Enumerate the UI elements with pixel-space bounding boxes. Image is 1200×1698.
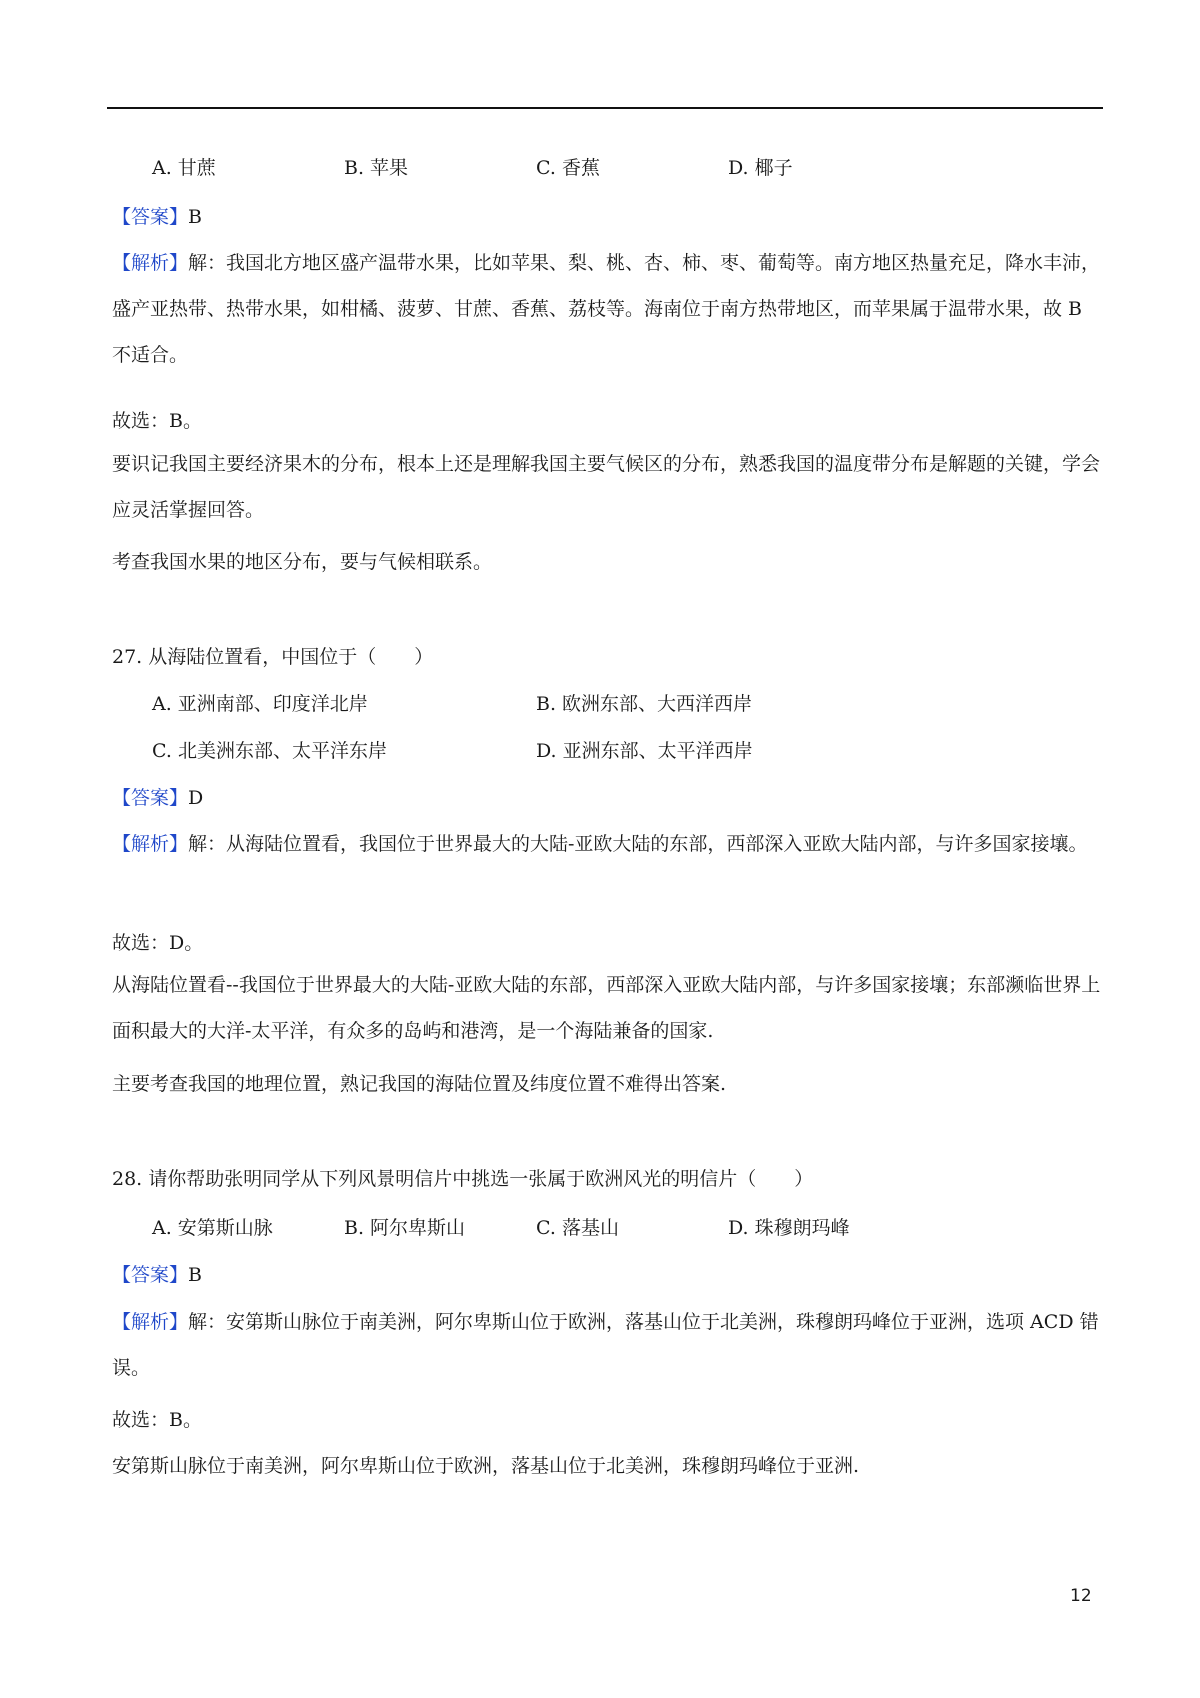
q27-note-2: 主要考查我国的地理位置，熟记我国的海陆位置及纬度位置不难得出答案.	[112, 1073, 727, 1095]
q28-note-1: 安第斯山脉位于南美洲，阿尔卑斯山位于欧洲，落基山位于北美洲，珠穆朗玛峰位于亚洲.	[112, 1455, 860, 1477]
answer-tag: 【答案】	[112, 206, 189, 228]
q27-note-1: 从海陆位置看--我国位于世界最大的大陆-亚欧大陆的东部，西部深入亚欧大陆内部，与许多国家接壤；东部濒临世界上面积最大的大洋-太平洋，有众多的岛屿和港湾，是一个海陆兼备的国家.	[112, 974, 1101, 1042]
q27-option-d: D. 亚洲东部、太平洋西岸	[536, 740, 753, 762]
q27-option-b: B. 欧洲东部、大西洋西岸	[536, 693, 753, 715]
header-rule	[107, 107, 1103, 109]
q27-options-row2	[112, 734, 1102, 768]
q26-option-d: D. 椰子	[728, 157, 793, 179]
q28-choose: 故选：B。	[112, 1409, 202, 1431]
q27-option-c: C. 北美洲东部、太平洋东岸	[152, 740, 387, 762]
q26-option-c: C. 香蕉	[536, 157, 600, 179]
q26-options	[112, 151, 1102, 185]
q27-choose: 故选：D。	[112, 932, 204, 954]
q27-analysis	[112, 821, 1102, 867]
q28-options	[112, 1211, 1102, 1245]
answer-tag: 【答案】	[112, 1264, 189, 1286]
q26-note-2: 考查我国水果的地区分布，要与气候相联系。	[112, 551, 493, 573]
analysis-text: 解：安第斯山脉位于南美洲，阿尔卑斯山位于欧洲，落基山位于北美洲，珠穆朗玛峰位于亚洲，选项 ACD 错误。	[112, 1311, 1099, 1379]
q28-answer	[112, 1258, 1102, 1292]
q26-answer	[112, 200, 1102, 234]
analysis-tag: 【解析】	[112, 1311, 189, 1333]
analysis-text: 解：我国北方地区盛产温带水果，比如苹果、梨、桃、杏、柿、枣、葡萄等。南方地区热量充足，降水丰沛，盛产亚热带、热带水果，如柑橘、菠萝、甘蔗、香蕉、荔枝等。海南位于南方热带地区，而苹果属于温带水果，故 B 不适合。	[112, 252, 1101, 366]
q26-note-1: 要识记我国主要经济果木的分布，根本上还是理解我国主要气候区的分布，熟悉我国的温度带分布是解题的关键，学会应灵活掌握回答。	[112, 453, 1101, 521]
q26-option-b: B. 苹果	[344, 157, 409, 179]
q27-answer	[112, 781, 1102, 815]
answer-value: B	[188, 1264, 202, 1286]
q27-options-row1	[112, 687, 1102, 721]
q28-option-b: B. 阿尔卑斯山	[344, 1217, 466, 1239]
q28-stem: 28. 请你帮助张明同学从下列风景明信片中挑选一张属于欧洲风光的明信片（ ）	[112, 1168, 814, 1190]
analysis-text: 解：从海陆位置看，我国位于世界最大的大陆-亚欧大陆的东部，西部深入亚欧大陆内部，与许多国家接壤。	[188, 833, 1088, 855]
answer-value: B	[188, 206, 202, 228]
q28-analysis	[112, 1299, 1102, 1391]
q26-choose: 故选：B。	[112, 410, 202, 432]
q28-option-d: D. 珠穆朗玛峰	[728, 1217, 850, 1239]
q26-option-a: A. 甘蔗	[152, 157, 216, 179]
q28-option-a: A. 安第斯山脉	[152, 1217, 273, 1239]
answer-value: D	[188, 787, 204, 809]
analysis-tag: 【解析】	[112, 833, 189, 855]
analysis-tag: 【解析】	[112, 252, 189, 274]
q26-analysis	[112, 240, 1102, 378]
q27-stem: 27. 从海陆位置看，中国位于（ ）	[112, 646, 434, 668]
page-number: 12	[1070, 1586, 1092, 1606]
answer-tag: 【答案】	[112, 787, 189, 809]
q28-option-c: C. 落基山	[536, 1217, 619, 1239]
q27-option-a: A. 亚洲南部、印度洋北岸	[152, 693, 368, 715]
